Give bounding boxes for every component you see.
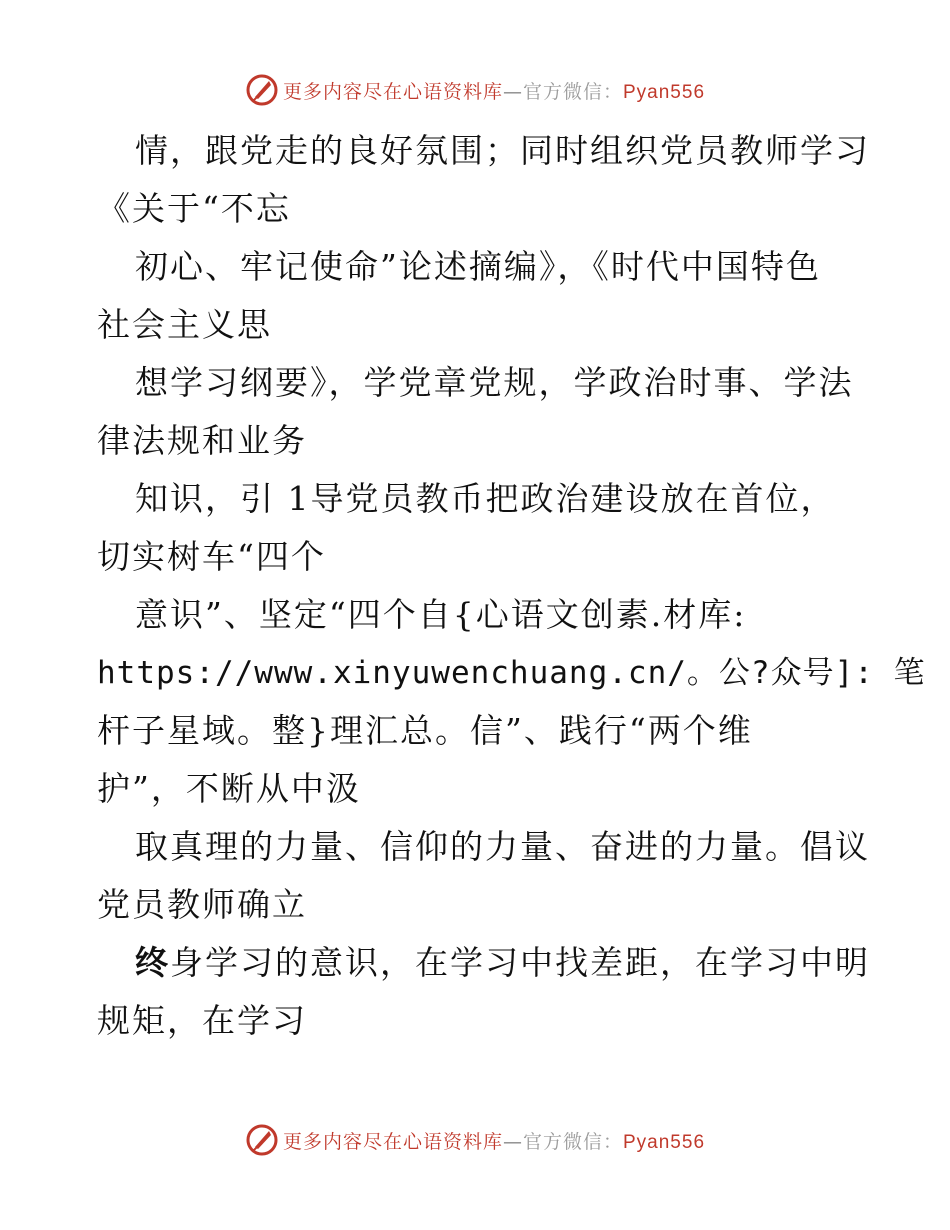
text-line-9: 意识”、坚定“四个自{心语文创素.材库: — [135, 595, 747, 634]
quill-logo-icon — [245, 73, 279, 107]
quill-logo-icon — [245, 1123, 279, 1157]
footer-dash: — — [502, 1130, 523, 1153]
footer-wechat-label: 官方微信： — [522, 1130, 623, 1153]
header-banner — [0, 70, 950, 110]
text-line-12: 护”，不断从中汲 — [97, 769, 361, 808]
text-line-5: 想学习纲要》，学党章党规，学政治时事、学法 — [135, 363, 854, 402]
header-dash: — — [502, 80, 523, 103]
footer-handle: Pyan556 — [623, 1131, 706, 1153]
header-site-text: 更多内容尽在心语资料库 — [282, 80, 503, 103]
text-line-8: 切实树车“四个 — [97, 537, 326, 576]
header-wechat-label: 官方微信： — [522, 80, 623, 103]
text-line-13: 取真理的力量、信仰的力量、奋进的力量。倡议 — [135, 827, 870, 866]
text-line-16: 规矩，在学习 — [97, 1001, 307, 1040]
text-line-6: 律法规和业务 — [97, 421, 307, 460]
text-line-15 — [97, 934, 870, 992]
text-line-14: 党员教师确立 — [97, 885, 307, 924]
footer-site-text: 更多内容尽在心语资料库 — [282, 1130, 503, 1153]
text-line-4: 社会主义思 — [97, 305, 272, 344]
text-line-7: 知识，引 1导党员教币把政治建设放在首位， — [135, 479, 836, 518]
text-line-15-lead: 终 — [135, 943, 170, 982]
document-body — [97, 122, 926, 1050]
text-line-10: https://www.xinyuwenchuang.cn/。公?众号]: 笔 — [97, 655, 926, 691]
footer-banner — [0, 1120, 950, 1160]
text-line-2: 《关于“不忘 — [97, 189, 291, 228]
footer-text — [283, 1127, 705, 1154]
text-line-11: 杆子星域。整}理汇总。信”、践行“两个维 — [97, 711, 753, 750]
header-handle: Pyan556 — [623, 81, 706, 103]
text-line-1: 情，跟党走的良好氛围；同时组织党员教师学习 — [135, 131, 870, 170]
text-line-3: 初心、牢记使命”论述摘编》，《时代中国特色 — [135, 247, 821, 286]
text-line-15-rest: 身学习的意识，在学习中找差距，在学习中明 — [170, 943, 870, 982]
header-text — [283, 77, 705, 104]
